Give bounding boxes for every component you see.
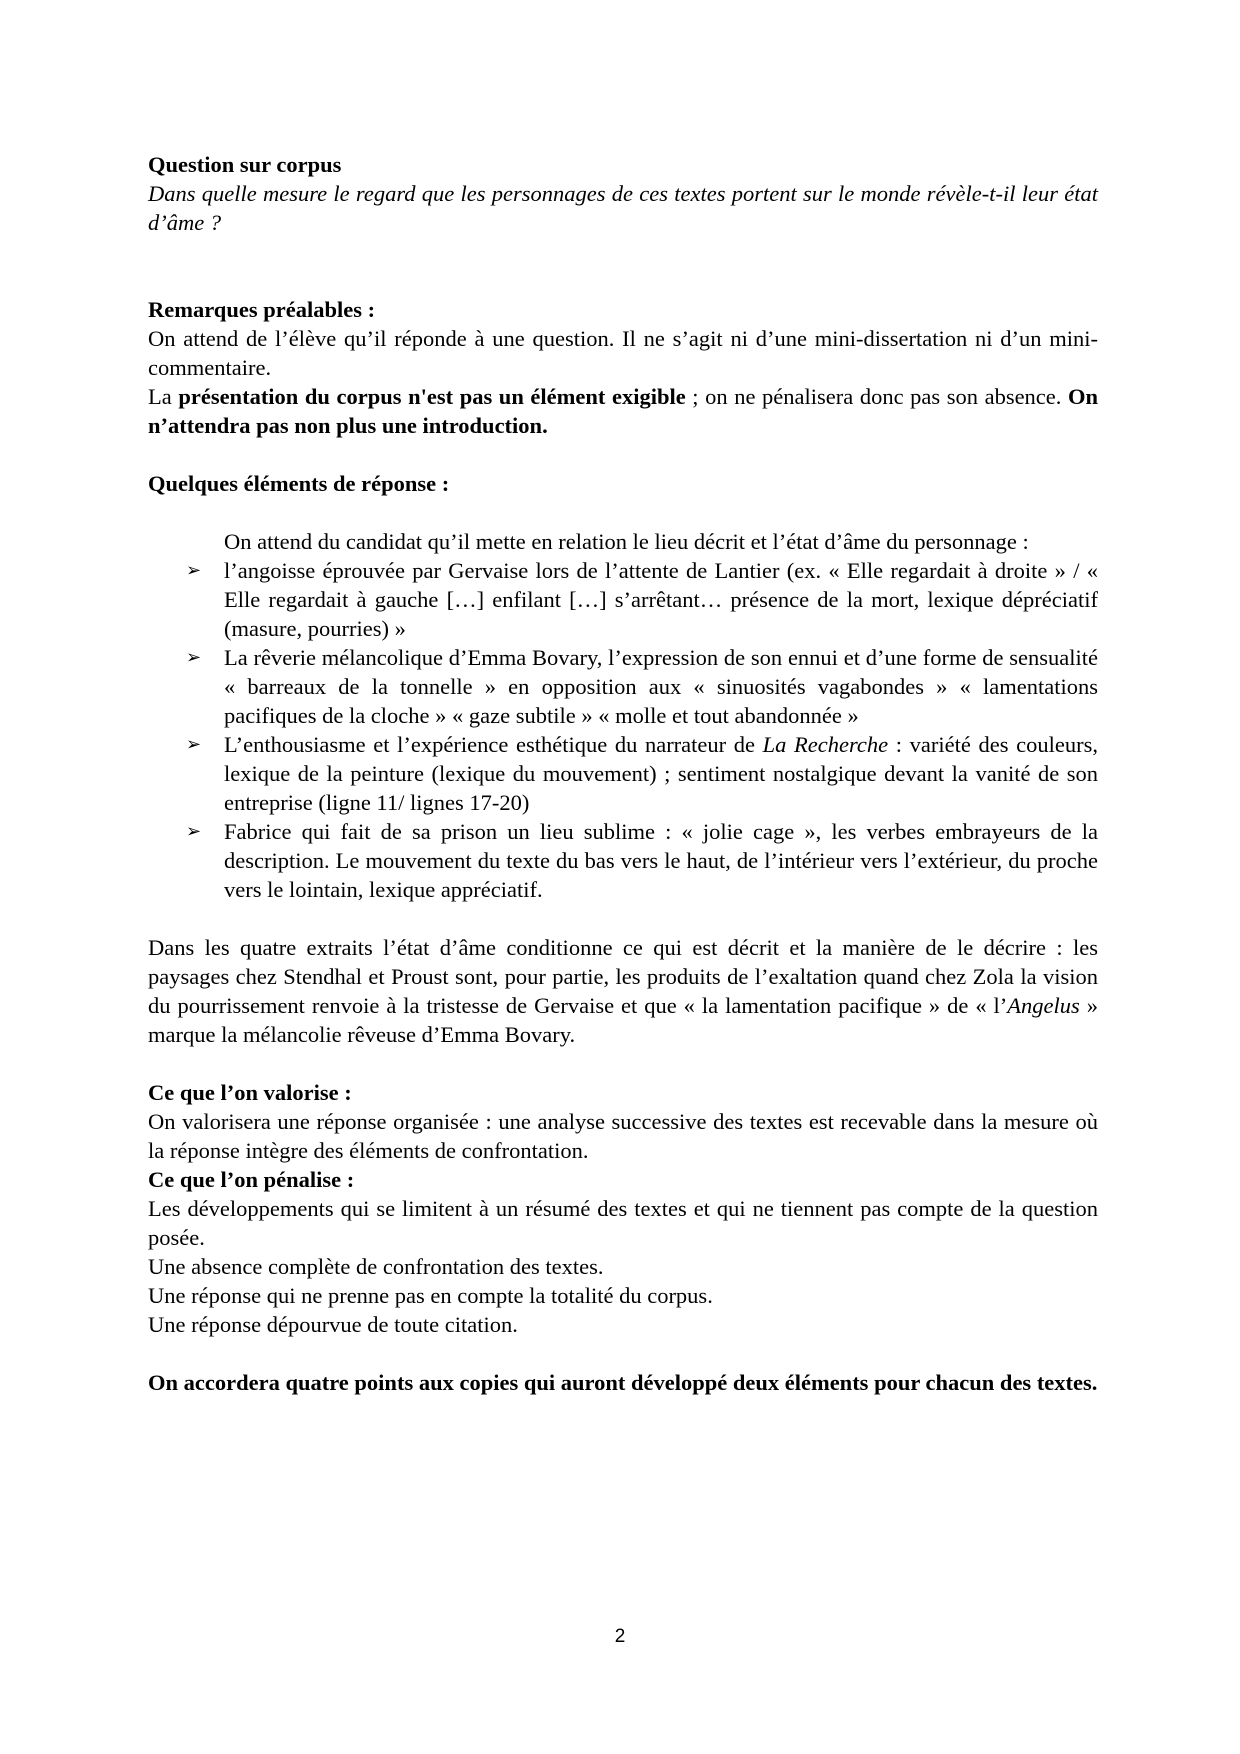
- penalise-line-4: Une réponse dépourvue de toute citation.: [148, 1312, 518, 1337]
- page-number: 2: [614, 1626, 626, 1647]
- arrow-bullet-icon: ➢: [186, 734, 202, 755]
- list-item: [148, 556, 1098, 643]
- spacer: [148, 498, 1098, 527]
- penalise-line-3: Une réponse qui ne prenne pas en compte la totalité du corpus.: [148, 1283, 713, 1308]
- list-item-text: l’angoisse éprouvée par Gervaise lors de l’attente de Lantier (ex. « Elle regardait à droite » / « Elle regardait à gauche […] enfilant […] s’arrêtant… présence de la mort, lexique dépréciatif (masure, pourries) »: [224, 558, 1098, 641]
- list-item: [148, 817, 1098, 904]
- question-heading: Question sur corpus: [148, 152, 342, 177]
- remarques-line-2-c: ; on ne pénalisera donc pas son absence.: [685, 384, 1068, 409]
- penalise-heading: Ce que l’on pénalise :: [148, 1167, 355, 1192]
- list-item: [148, 730, 1098, 817]
- elements-list: [148, 556, 1098, 904]
- list-item-text-c: : variété des couleurs, lexique de la peinture (lexique du mouvement) ; sentiment nostalgique devant la vanité de son entreprise (ligne 11/ lignes 17-20): [224, 732, 1098, 815]
- arrow-bullet-icon: ➢: [186, 560, 202, 581]
- valorise-heading: Ce que l’on valorise :: [148, 1080, 352, 1105]
- spacer: [148, 904, 1098, 933]
- list-item: [148, 643, 1098, 730]
- penalise-line-2: Une absence complète de confrontation des textes.: [148, 1254, 604, 1279]
- valorise-text: On valorisera une réponse organisée : une analyse successive des textes est recevable dans la mesure où la réponse intègre des éléments de confrontation.: [148, 1109, 1098, 1163]
- final-note: On accordera quatre points aux copies qui auront développé deux éléments pour chacun des textes.: [148, 1370, 1098, 1395]
- remarques-heading: Remarques préalables :: [148, 297, 376, 322]
- document-page: [148, 150, 1098, 1397]
- list-item-text: La rêverie mélancolique d’Emma Bovary, l’expression de son ennui et d’une forme de sensualité « barreaux de la tonnelle » en opposition aux « sinuosités vagabondes » « lamentations pacifiques de la cloche » « gaze subtile » « molle et tout abandonnée »: [224, 645, 1098, 728]
- conclusion-text-c: » marque la mélancolie rêveuse d’Emma Bovary.: [148, 993, 1099, 1047]
- list-item-text-title: La Recherche: [762, 732, 889, 757]
- arrow-bullet-icon: ➢: [186, 647, 202, 668]
- spacer: [148, 1049, 1098, 1078]
- remarques-line-2-a: La: [148, 384, 179, 409]
- conclusion-angelus: Angelus: [1007, 993, 1080, 1018]
- conclusion-paragraph: [148, 933, 1098, 1049]
- remarques-line-2: [148, 382, 1098, 440]
- spacer: [148, 440, 1098, 469]
- remarques-line-2-d: On n’attendra pas non plus une introduction.: [148, 384, 1099, 438]
- spacer: [148, 237, 1098, 295]
- elements-intro: On attend du candidat qu’il mette en relation le lieu décrit et l’état d’âme du personnage :: [224, 529, 1029, 554]
- spacer: [148, 1339, 1098, 1368]
- list-item-text: Fabrice qui fait de sa prison un lieu sublime : « jolie cage », les verbes embrayeurs de la description. Le mouvement du texte du bas vers le haut, de l’intérieur vers l’extérieur, du proche vers le lointain, lexique appréciatif.: [224, 819, 1098, 902]
- list-item-text-a: L’enthousiasme et l’expérience esthétique du narrateur de: [224, 732, 763, 757]
- remarques-line-2-b: présentation du corpus n'est pas un élément exigible: [178, 384, 686, 409]
- penalise-line-1: Les développements qui se limitent à un résumé des textes et qui ne tiennent pas compte de la question posée.: [148, 1196, 1098, 1250]
- conclusion-text-a: Dans les quatre extraits l’état d’âme conditionne ce qui est décrit et la manière de le décrire : les paysages chez Stendhal et Proust sont, pour partie, les produits de l’exaltation quand chez Zola la vision du pourrissement renvoie à la tristesse de Gervaise et que « la lamentation pacifique » de « l’: [148, 935, 1098, 1018]
- remarques-line-1: On attend de l’élève qu’il réponde à une question. Il ne s’agit ni d’une mini-dissertation ni d’un mini-commentaire.: [148, 326, 1098, 380]
- question-text: Dans quelle mesure le regard que les personnages de ces textes portent sur le monde révèle-t-il leur état d’âme ?: [148, 181, 1098, 235]
- elements-heading: Quelques éléments de réponse :: [148, 471, 450, 496]
- arrow-bullet-icon: ➢: [186, 821, 202, 842]
